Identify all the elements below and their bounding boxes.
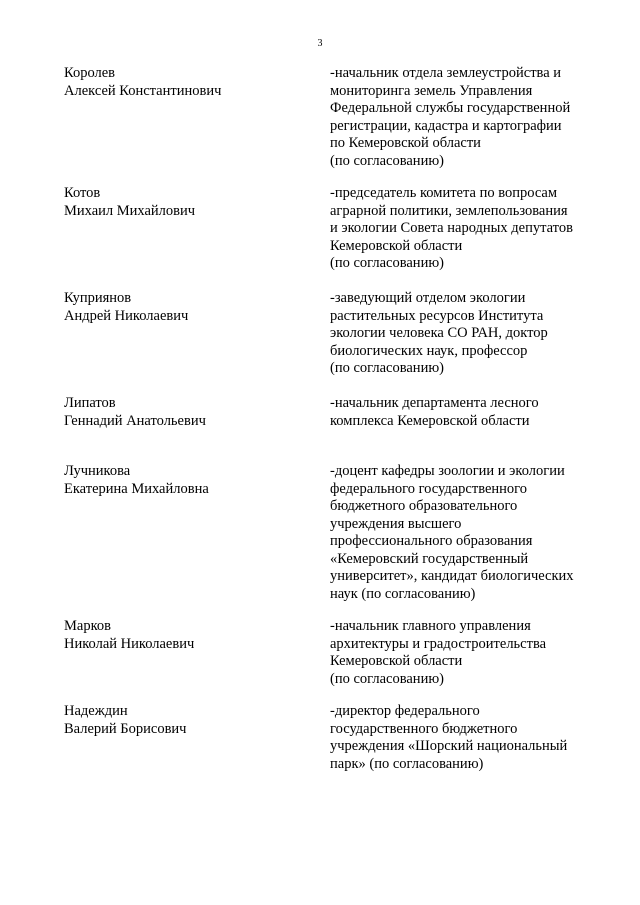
member-surname: Куприянов [64,290,132,306]
member-surname: Надеждин [64,703,128,719]
member-given-name: Николай Николаевич [64,635,195,652]
position-line: (по согласованию) [330,670,444,687]
position-line: «Кемеровский государственный [330,550,529,567]
position-line: учреждения «Шорский национальный [330,738,568,754]
position-line: комплекса Кемеровской области [330,412,530,429]
member-position [330,395,620,430]
member-name [64,463,314,498]
member-surname: Котов [64,185,101,201]
position-line: мониторинга земель Управления [330,82,533,99]
position-line: Кемеровской области [330,237,463,254]
member-position [330,185,620,273]
position-line: парк» (по согласованию) [330,755,484,772]
member-name [64,185,314,220]
member-name [64,395,314,430]
position-line: регистрации, кадастра и картографии [330,117,562,134]
position-line: (по согласованию) [330,152,444,169]
member-surname: Лучникова [64,463,131,479]
position-line: аграрной политики, землепользования [330,202,568,219]
member-given-name: Екатерина Михайловна [64,480,209,497]
member-given-name: Андрей Николаевич [64,307,189,324]
position-line: учреждения высшего [330,515,462,532]
position-line: -начальник департамента лесного [330,395,539,411]
position-line: экологии человека СО РАН, доктор [330,325,548,341]
position-line: федерального государственного [330,480,528,497]
member-position [330,290,620,378]
position-line: профессионального образования [330,533,533,549]
member-position [330,463,620,603]
position-line: по Кемеровской области [330,135,481,151]
position-line: Кемеровской области [330,653,463,669]
member-surname: Королев [64,65,116,81]
member-surname: Липатов [64,395,116,411]
position-line: -директор федерального [330,703,480,719]
member-given-name: Алексей Константинович [64,82,222,99]
position-line: -председатель комитета по вопросам [330,185,558,201]
member-name [64,618,314,653]
position-line: биологических наук, профессор [330,342,528,359]
position-line: бюджетного образовательного [330,498,518,514]
member-position [330,618,620,688]
member-given-name: Михаил Михайлович [64,202,196,219]
position-line: -заведующий отделом экологии [330,290,526,306]
member-name [64,65,314,100]
page-number: 3 [317,38,323,49]
position-line: (по согласованию) [330,255,444,271]
position-line: архитектуры и градостроительства [330,635,547,652]
position-line: университет», кандидат биологических [330,568,574,584]
member-name [64,703,314,738]
position-line: наук (по согласованию) [330,585,476,602]
member-given-name: Валерий Борисович [64,720,187,737]
position-line: Федеральной службы государственной [330,100,571,116]
position-line: (по согласованию) [330,360,444,376]
position-line: -начальник главного управления [330,618,531,634]
position-line: государственного бюджетного [330,720,518,737]
member-given-name: Геннадий Анатольевич [64,412,206,429]
position-line: -доцент кафедры зоологии и экологии [330,463,565,479]
member-surname: Марков [64,618,111,634]
member-position [330,65,620,170]
member-position [330,703,620,773]
position-line: -начальник отдела землеустройства и [330,65,562,81]
member-name [64,290,314,325]
position-line: и экологии Совета народных депутатов [330,220,573,236]
position-line: растительных ресурсов Института [330,307,544,324]
